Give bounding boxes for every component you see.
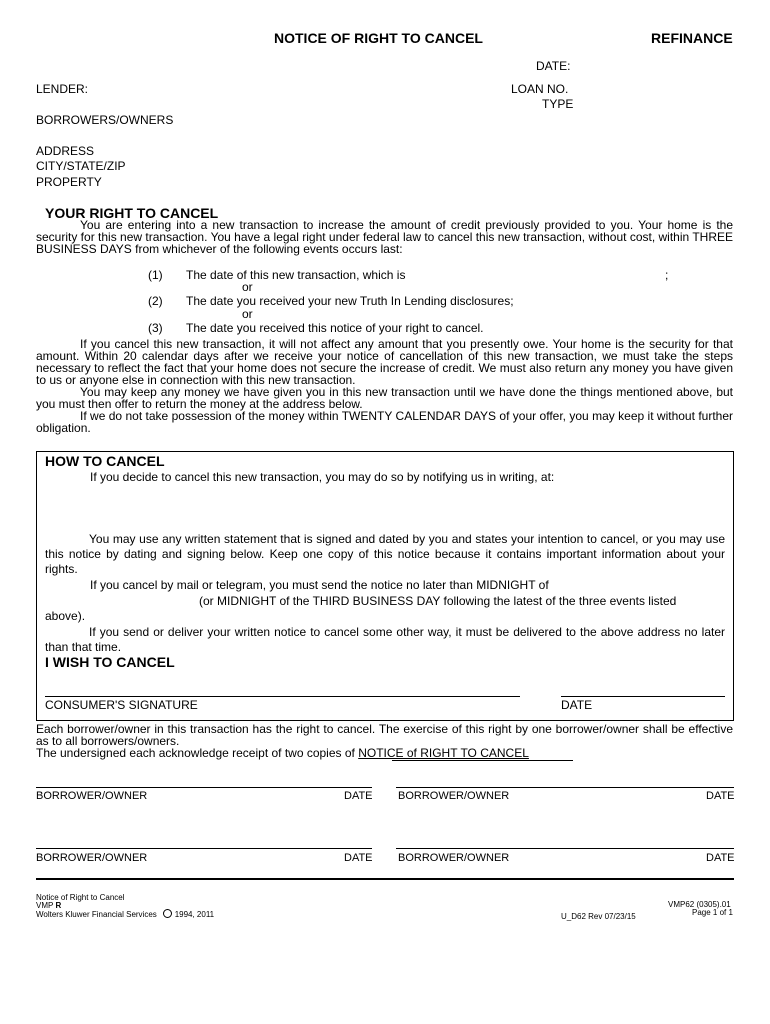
borrower-2-label: BORROWER/OWNER bbox=[398, 790, 510, 802]
consumer-date-line[interactable] bbox=[561, 696, 725, 697]
borrower-2-signature-line[interactable] bbox=[396, 787, 734, 788]
borrower-2-date-label: DATE bbox=[706, 790, 735, 802]
event-3-number: (3) bbox=[148, 321, 163, 335]
footer-form-number: VMP62 (0305).01 bbox=[668, 900, 731, 909]
footer-vmp-text: VMP bbox=[36, 901, 54, 910]
footer-publisher-name: Wolters Kluwer Financial Services bbox=[36, 910, 157, 919]
city-state-zip-label: CITY/STATE/ZIP bbox=[36, 159, 126, 173]
written-statement-paragraph: You may use any written statement that is signed and dated by you and states your intention to cancel, or you may use this notice by dating and signing below. Keep one copy of this notice because it contains important information about your rights. bbox=[45, 532, 725, 576]
registered-mark: R bbox=[55, 901, 62, 910]
footer-revision-code: U_D62 Rev 07/23/15 bbox=[561, 912, 636, 921]
footer-rule bbox=[36, 878, 734, 880]
cancel-effect-paragraph: If you cancel this new transaction, it will not affect any amount that you presently owe. Your home is the security for that amount. Within 20 calendar days after we receive your notice of cancellation of this new transaction, we must take the steps necessary to reflect the fact that your home does not secure the increase of credit. We must also return any money you have given to us or anyone else in connection with this new transaction. bbox=[36, 337, 733, 387]
midnight-line: (or MIDNIGHT of the THIRD BUSINESS DAY following the latest of the three events listed bbox=[199, 594, 677, 608]
footer-form-name: Notice of Right to Cancel bbox=[36, 893, 125, 902]
receipt-line bbox=[36, 746, 529, 760]
event-3-text: The date you received this notice of your right to cancel. bbox=[186, 321, 484, 335]
consumer-signature-label: CONSUMER'S SIGNATURE bbox=[45, 698, 198, 712]
borrower-3-label: BORROWER/OWNER bbox=[36, 852, 148, 864]
footer-page-number: Page 1 of 1 bbox=[692, 908, 733, 917]
receipt-document-name: NOTICE of RIGHT TO CANCEL bbox=[358, 746, 529, 760]
receipt-prefix: The undersigned each acknowledge receipt of two copies of bbox=[36, 746, 359, 760]
how-to-cancel-heading: HOW TO CANCEL bbox=[45, 453, 165, 469]
right-to-cancel-heading: YOUR RIGHT TO CANCEL bbox=[45, 205, 219, 221]
borrowers-label: BORROWERS/OWNERS bbox=[36, 113, 174, 127]
borrower-4-signature-line[interactable] bbox=[396, 848, 734, 849]
borrower-4-label: BORROWER/OWNER bbox=[398, 852, 510, 864]
above-text: above). bbox=[45, 609, 86, 623]
borrower-1-date-label: DATE bbox=[344, 790, 373, 802]
date-label: DATE: bbox=[536, 59, 571, 73]
event-2-number: (2) bbox=[148, 294, 163, 308]
right-to-cancel-body bbox=[36, 338, 733, 434]
loan-no-label: LOAN NO. bbox=[511, 82, 569, 96]
deliver-block bbox=[45, 625, 725, 655]
event-1-end: ; bbox=[665, 268, 669, 282]
borrower-3-date-label: DATE bbox=[344, 852, 373, 864]
right-shared-paragraph: Each borrower/owner in this transaction has the right to cancel. The exercise of this right by one borrower/owner shall be effective as to all borrowers/owners. bbox=[36, 722, 733, 748]
keep-money-paragraph: You may keep any money we have given you in this new transaction until we have done the things mentioned above, but you must then offer to return the money at the address below. bbox=[36, 385, 733, 411]
consumer-date-label: DATE bbox=[561, 698, 593, 712]
event-1-text: The date of this new transaction, which is bbox=[186, 268, 406, 282]
loan-type-label: TYPE bbox=[542, 97, 574, 111]
footer-copyright-year: 1994, 2011 bbox=[174, 910, 215, 919]
wish-to-cancel-heading: I WISH TO CANCEL bbox=[45, 654, 175, 670]
deliver-paragraph: If you send or deliver your written notice to cancel some other way, it must be delivered to the above address no later than that time. bbox=[45, 625, 725, 654]
property-label: PROPERTY bbox=[36, 175, 102, 189]
receipt-underline bbox=[392, 760, 573, 761]
or-2: or bbox=[242, 307, 253, 321]
event-1-number: (1) bbox=[148, 268, 163, 282]
possession-paragraph: If we do not take possession of the money within TWENTY CALENDAR DAYS of your offer, you may keep it without further obligation. bbox=[36, 409, 733, 435]
borrower-1-label: BORROWER/OWNER bbox=[36, 790, 148, 802]
or-1: or bbox=[242, 280, 253, 294]
how-to-cancel-line: If you decide to cancel this new transaction, you may do so by notifying us in writing, at: bbox=[90, 470, 555, 484]
intro-paragraph: You are entering into a new transaction to increase the amount of credit previously provided to you. Your home is the security for this new transaction. You have a legal right under federal law to cancel this new transaction, without cost, within THREE BUSINESS DAYS from whichever of the following events occurs last: bbox=[36, 218, 733, 256]
page-title: NOTICE OF RIGHT TO CANCEL bbox=[274, 30, 483, 46]
right-to-cancel-intro bbox=[36, 219, 733, 255]
borrower-1-signature-line[interactable] bbox=[36, 787, 372, 788]
event-2-text: The date you received your new Truth In Lending disclosures; bbox=[186, 294, 514, 308]
borrower-3-signature-line[interactable] bbox=[36, 848, 372, 849]
borrower-4-date-label: DATE bbox=[706, 852, 735, 864]
address-label: ADDRESS bbox=[36, 144, 95, 158]
lender-label: LENDER: bbox=[36, 82, 89, 96]
copyright-icon bbox=[163, 909, 172, 918]
mail-deadline-line: If you cancel by mail or telegram, you must send the notice no later than MIDNIGHT of bbox=[90, 578, 549, 592]
form-type-label: REFINANCE bbox=[651, 30, 733, 46]
consumer-signature-line[interactable] bbox=[45, 696, 520, 697]
written-statement-block bbox=[45, 532, 725, 577]
footer-publisher bbox=[36, 909, 214, 919]
acknowledgement-block bbox=[36, 723, 733, 747]
